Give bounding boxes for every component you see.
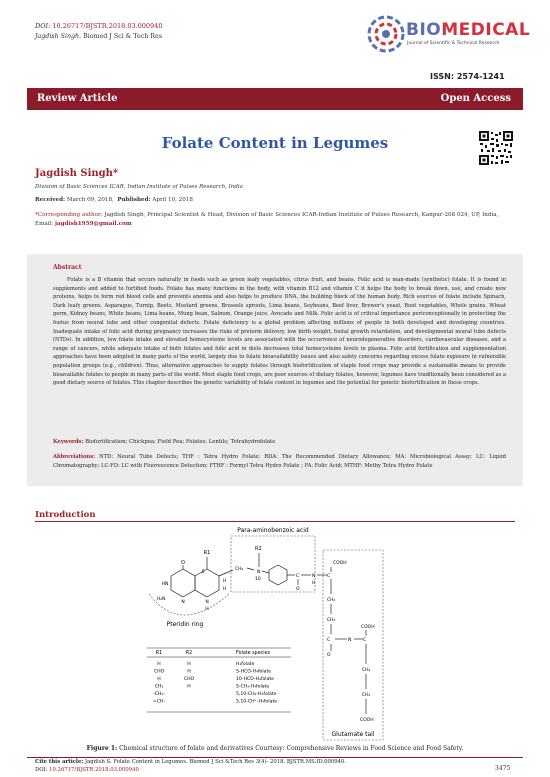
article-type-banner (27, 88, 523, 110)
svg-text:H: H (205, 607, 209, 612)
svg-text:H: H (223, 579, 227, 584)
table-cell: CH₃ (154, 684, 164, 690)
svg-text:N: N (348, 638, 352, 643)
svg-text:C: C (363, 638, 367, 643)
abstract-text: Folate is a B vitamin that occurs naturally in foods such as green leafy vegetables, citrus fruit, and beans. Folic acid is man-made (synthetic) folate. It is found in supplements and added to fortified foods. Folate has many functions in the body, with vitamin B12 and vitamin C it helps the body to break down, use, and create new proteins, helps to form red blood cells and prevents anemia and also helps to produce DNA, the building block of the human body. Rich sources of folate include Spinach, Dark leafy greens, Asparagus, Turnip, Beets, Mustard greens, Brussels sprouts, Lima beans, Soybeans, Beef liver, Brewer's yeast, Root vegetables, Whole grains, Wheat germ, Kidney beans, White beans, Lima beans, Mung bean, Salmon, Orange juice, Avocado and Milk. Folic acid is of critical importance periconceptionally in protecting the foetus from neural tube and other congenital defects. Folate deficiency is a global problem affecting millions of people in both developed and developing countries. Inadequate intake of folic acid during pregnancy increases the risks of preterm delivery, low birth weight, foetal growth retardation, and developmental neural tube defects (NTDs). In addition, low folate intake and elevated homocysteine levels are associated with the occurrence of neurodegenerative disorders, cardiovascular diseases, and a range of cancers, while adequate intake of both folates and folic acid in diets decreases total homocysteine levels in plasma. Folic acid fortification and supplementation approaches have been adopted in many parts of the world, largely due to folate bioavailability issues and also safety concerns regarding excess folate exposure in vulnerable population groups (e.g., children). Thus, alternative approaches to supply folates through biofortification of staple food crops may provide a sustainable means to provide bioavailable folates to people in many parts of the world. Most staple food crops, are poor sources of dietary folates, however, legumes have traditionally been considered as a good dietary source of folates. This chapter describes the genetic variability of folate content in legumes and the potential for genetic biofortification in these crops. (53, 277, 506, 387)
svg-text:CH₂: CH₂ (235, 567, 244, 572)
journal-logo (366, 14, 531, 58)
r2-label: R2 (255, 546, 262, 552)
glutamate-label: Glutamate tail (331, 731, 375, 738)
table-cell: 5-HCO-H₄folate (236, 669, 272, 675)
svg-text:H: H (312, 581, 316, 586)
svg-text:H₂N: H₂N (156, 597, 166, 602)
open-access-label: Open Access (440, 93, 511, 104)
svg-text:CH₂: CH₂ (327, 618, 336, 623)
table-cell: H (187, 669, 191, 675)
page-number: 3475 (495, 765, 511, 772)
r1-label: R1 (203, 550, 211, 556)
svg-text:COOH: COOH (333, 561, 347, 566)
figure-caption: Figure 1: Chemical structure of folate and derivatives Courtesy: Comprehensive Reviews in Food Science and Food Safety. (86, 745, 464, 752)
table-cell: CHO (183, 677, 195, 682)
logo-emblem-icon (366, 14, 406, 54)
svg-text:CH₂: CH₂ (327, 598, 336, 603)
svg-text:H: H (223, 587, 227, 592)
svg-text:O: O (327, 653, 331, 658)
table-cell: =CH- (152, 699, 166, 705)
article-type: Review Article (37, 93, 118, 104)
svg-text:O: O (296, 587, 300, 592)
section-heading-introduction: Introduction (35, 510, 96, 520)
qr-code-icon[interactable] (478, 130, 514, 166)
logo-subtitle: Journal of Scientific & Technical Research (407, 41, 500, 46)
svg-text:N: N (257, 570, 261, 575)
footer-divider (27, 757, 523, 758)
folate-species-table (147, 648, 291, 712)
svg-text:C: C (296, 574, 300, 579)
svg-text:5: 5 (201, 570, 205, 575)
table-header: R1 (155, 651, 163, 656)
svg-text:HN: HN (161, 582, 169, 587)
footer-doi: DOI: 10.26717/BJSTR.2018.03.000940 (35, 767, 139, 773)
table-header: R2 (185, 651, 193, 656)
footer-doi-link[interactable]: 10.26717/BJSTR.2018.03.000940 (49, 767, 139, 773)
keywords: Keywords: Biofortification; Chickpea; Field Pea; Folates; Lentils; Tetrahydrofolate (53, 439, 276, 445)
table-cell: H (157, 677, 161, 682)
table-cell: CHO (153, 669, 165, 675)
corresponding-author: *Corresponding author: Jagdish Singh, Principal Scientist & Head, Division of Basic Sciences ICAR-Indian Institute of Pulses Research, Kanpur-208 024, UP, India, Email: jagdish1959@gmail.com (35, 212, 499, 227)
table-cell: H (157, 662, 161, 667)
article-title: Folate Content in Legumes (161, 134, 389, 152)
table-cell: 5,10-CH⁺-H₄folate (236, 699, 278, 705)
svg-text:10: 10 (255, 577, 261, 582)
svg-text:N: N (312, 574, 316, 579)
paba-label: Para-aminobenzoic acid (237, 527, 309, 534)
table-header: Folate species (236, 651, 271, 656)
citation: Cite this article: Jagdish S. Folate Content in Legumes. Biomed J Sci &Tech Res 3(4)- 2018. BJSTR.MS.ID.000940. (35, 759, 347, 765)
svg-text:O: O (181, 560, 185, 566)
svg-text:COOH: COOH (361, 625, 375, 630)
doi-link[interactable]: 10.26717/BJSTR.2018.03.000940 (52, 22, 163, 30)
table-cell: 5,10-CH₂-H₄folate (236, 692, 277, 697)
svg-text:COOH: COOH (360, 718, 374, 723)
author-affiliation: Division of Basic Sciences ICAR, Indian Institute of Pulses Research, India (35, 184, 243, 190)
table-cell: 5-CH₃-H₄folate (236, 684, 270, 690)
svg-text:C: C (327, 574, 331, 579)
table-cell: 10-HCO-H₄folate (236, 677, 275, 682)
folate-structure-figure (141, 524, 411, 770)
issn: ISSN: 2574-1241 (430, 72, 505, 81)
svg-text:N: N (181, 600, 185, 605)
svg-text:C: C (327, 638, 331, 643)
table-cell: H (187, 662, 191, 667)
doi-line: DOI: 10.26717/BJSTR.2018.03.000940 (35, 22, 163, 30)
author-email-link[interactable]: jagdish1959@gmail.com (54, 221, 132, 227)
table-cell: H₄folate (236, 662, 255, 667)
svg-text:CH₂: CH₂ (362, 693, 371, 698)
abbreviations: Abbreviations: NTD: Neural Tube Defects; THF : Tetra Hydro Folate; RDA: The Recommended Dietary Allowance; MA: Microbiological Assay; LC: Liquid Chromatography; LC-FD: LC with Fluorescence Detection; FTHF : Formyl Tetra Hydro Folate ; FA: Folic Acid; MTHF: Methy Tetra Hydro Folate (53, 454, 506, 469)
pteridin-label: Pteridin ring (166, 621, 204, 628)
table-cell: H (187, 684, 191, 690)
author-name: Jagdish Singh* (35, 168, 119, 179)
journal-line: Jagdish Singh. Biomed J Sci & Tech Res (35, 33, 162, 40)
svg-text:N: N (205, 600, 209, 605)
table-cell: -CH₂- (153, 692, 165, 697)
svg-text:CH₂: CH₂ (362, 668, 371, 673)
logo-wordmark: BIOMEDICAL (406, 20, 531, 40)
article-dates: Received: March 09, 2018, Published: April 10, 2018 (35, 197, 193, 203)
abstract-heading: Abstract (53, 264, 82, 271)
section-divider (35, 521, 515, 522)
